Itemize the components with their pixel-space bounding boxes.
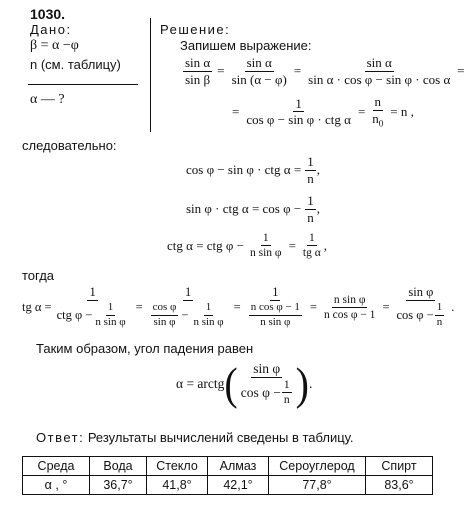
eq-ctg-line: ctg α = ctg φ − $\frac{1}{\text{n sin φ}}$ = $\frac{1}{\text{tg α}}$ , [167,232,328,260]
frac-num: 1 [307,193,314,208]
frac-den: n sin φ [95,315,126,328]
frac-den: n [283,394,290,407]
right-paren: ) [295,357,309,410]
ratio-equation: $\frac{\text{sin α}}{\text{sin β}}$ = $\frac{\text{sin α}}{\sin (\alpha - \varphi)}$ = $\frac{\text{sin α}}{\text{sin α · cos φ − sin φ · cos α}}$ = [185,55,465,87]
frac-den: sin φ [153,315,176,328]
table-cell: Вода [90,457,147,476]
frac-num: 1 [435,302,445,316]
given-label: Дано: [30,22,72,37]
cos-phi-minus: cos φ − [396,307,434,322]
table-cell: 41,8° [147,476,208,495]
answer-text: Результаты вычислений сведены в таблицу. [87,430,354,445]
problem-number: 1030. [30,6,66,22]
frac-num: 1 [282,379,292,393]
frac-num: sin α [246,55,272,70]
frac-num: 1 [307,232,317,246]
frac-num: sin α [185,55,211,70]
results-table [22,456,433,495]
frac-den: n [307,209,314,225]
frac-den: tg α [302,247,321,260]
frac-den: n [436,315,443,328]
frac-num: 1 [261,232,271,246]
frac-num: 1 [87,286,97,301]
tg-left: tg α = [22,299,52,314]
frac-num: sin α [366,55,392,70]
frac-den: n cos φ − 1 [323,308,376,321]
consequently-label: следовательно: [22,138,117,153]
answer-line [36,430,354,445]
frac-den: sin β [185,71,211,87]
left-paren: ( [224,357,238,410]
given-n: n (см. таблицу) [30,57,121,72]
table-cell: 83,6° [366,476,433,495]
tg-equation: tg α = 1 ctg φ − $\frac{1}{\text{n sin φ}}$ = 1 $\frac{\text{cos φ}}{\text{sin φ}}$ − $\frac{1}{\text{n sin φ}}$ = $\frac{1}{\frac{\text{n cos φ − 1}}{\text{n sin φ}}}$ = $\frac{\text{n sin φ}}{\text{n cos φ − 1}}$ = sin φ cos φ − $\frac{1}{n}$ . [22,285,455,328]
period: . [451,299,455,314]
frac-den: sin α · cos φ − sin φ · cos α [308,71,451,87]
eq3-left: ctg α = ctg φ − [167,237,244,253]
given-vertical-divider [150,18,151,132]
then-label: тогда [22,268,55,283]
conclusion-text: Таким образом, угол падения равен [36,341,254,356]
comma: , [316,201,320,217]
arctg-equation [176,357,313,410]
table-cell: Стекло [147,457,208,476]
frac-den: n sin φ [260,315,291,328]
solution-label: Решение: [160,22,231,37]
frac-num: 1 [307,154,314,169]
table-cell: Алмаз [208,457,269,476]
frac-den: $n_0$ [372,110,384,129]
table-cell: Спирт [366,457,433,476]
frac-num: 1 [270,286,280,301]
frac-num: n [374,94,382,109]
answer-label: Ответ: [36,430,85,445]
frac-den: $\frac{\text{cos φ}}{\text{sin φ}}$ − $\frac{1}{\text{n sin φ}}$ [152,301,224,328]
frac-num: n cos φ − 1 [249,302,302,316]
comma: , [316,162,320,178]
table-cell: α , ° [23,476,90,495]
frac-den [247,301,304,328]
eq-sin-line [186,194,320,224]
solution-intro: Запишем выражение: [180,38,312,53]
eq-tail: = n , [390,103,414,119]
frac-num: n sin φ [332,294,368,308]
eq2-left: sin φ · ctg α = cos φ − [186,201,302,217]
table-header-row [23,457,433,476]
table-cell: Среда [23,457,90,476]
frac-den: n [307,170,314,186]
find-alpha: α — ? [30,92,65,107]
frac-num: sin φ [251,362,282,378]
frac-num: 1 [204,302,214,316]
frac-den [239,378,295,406]
ctg-phi: ctg φ − [56,307,93,322]
table-cell: 36,7° [90,476,147,495]
table-cell: 77,8° [269,476,366,495]
table-cell: Сероуглерод [269,457,366,476]
alpha-eq: α = arctg [176,376,225,392]
frac-den [55,301,131,328]
frac-num: 1 [183,286,193,301]
frac-num: sin φ [406,286,435,301]
comma: , [323,237,328,253]
table-cell: 42,1° [208,476,269,495]
ratio-equation-cont: = $\frac{1}{\text{cos φ − sin φ · ctg α}}$ = $\frac{n}{n_0}$ = n , [232,94,414,129]
frac-num: 1 [295,95,302,111]
cos-phi-minus: cos φ − [240,384,281,400]
eq1-left: cos φ − sin φ · ctg α = [186,162,302,178]
given-beta: β = α −φ [30,38,79,53]
frac-den [395,301,448,328]
given-divider [28,84,138,85]
frac-den: n sin φ [250,247,282,260]
eq-cos-line [186,155,320,185]
frac-den: n sin φ [193,315,224,328]
frac-den: sin (α − φ) [231,71,287,87]
table-row [23,476,433,495]
frac-num: 1 [106,302,116,316]
period: . [308,376,313,392]
frac-den: cos φ − sin φ · ctg α [246,112,351,128]
frac-num: cos φ [151,302,179,316]
